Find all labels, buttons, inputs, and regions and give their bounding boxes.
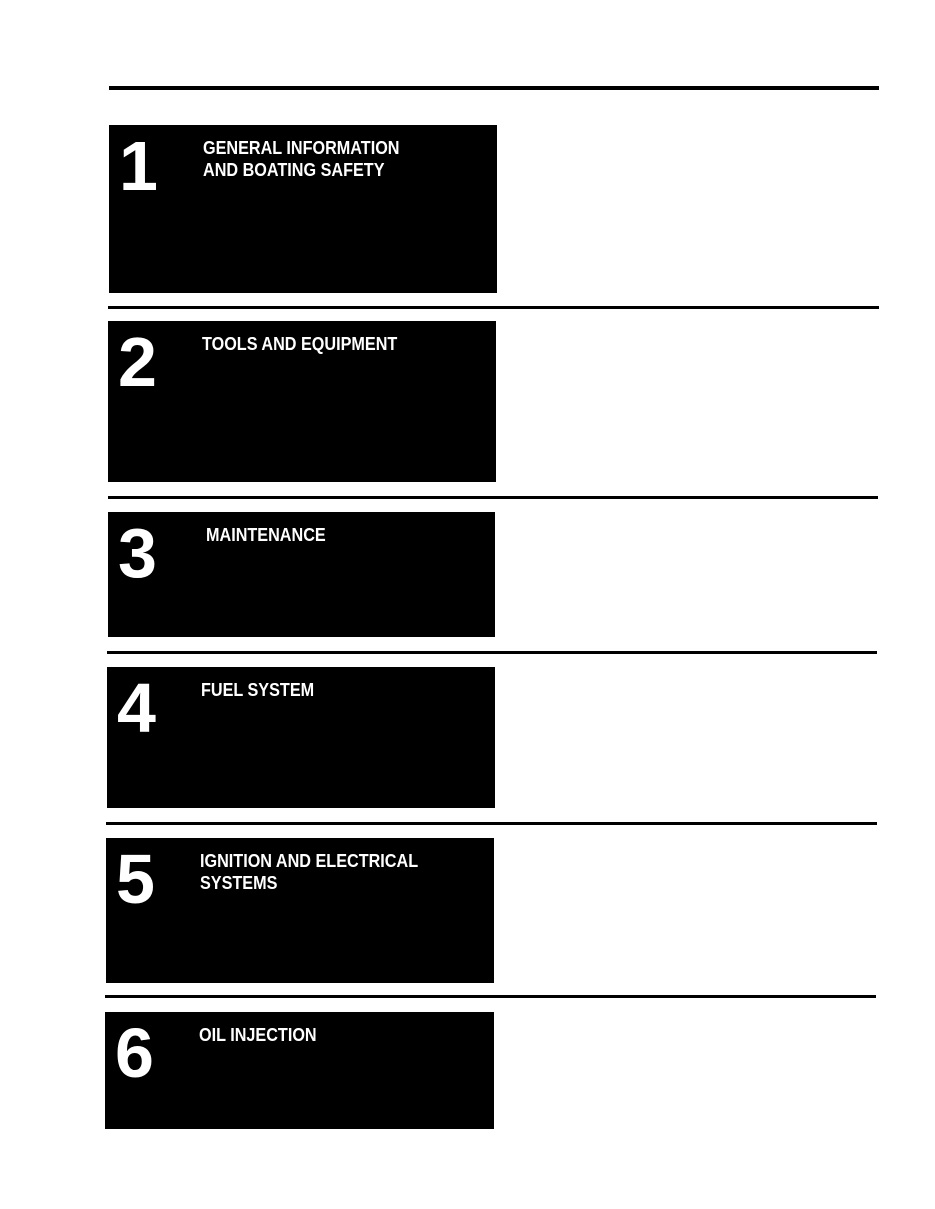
section-title: TOOLS AND EQUIPMENT — [202, 334, 398, 354]
section-number: 2 — [118, 323, 157, 401]
section-title: OIL INJECTION — [199, 1025, 317, 1045]
section-tab-6[interactable] — [105, 1012, 494, 1129]
section-title: GENERAL INFORMATION AND BOATING SAFETY — [203, 138, 400, 180]
section-tab-1[interactable] — [109, 125, 497, 293]
section-title: MAINTENANCE — [206, 525, 326, 545]
section-number: 1 — [119, 127, 158, 205]
section-number: 6 — [115, 1014, 154, 1092]
section-number: 3 — [118, 514, 157, 592]
section-number: 5 — [116, 840, 155, 918]
section-divider — [107, 651, 877, 654]
section-divider — [105, 995, 876, 998]
section-divider — [108, 496, 878, 499]
section-tab-4[interactable] — [107, 667, 495, 808]
section-title: IGNITION AND ELECTRICAL SYSTEMS — [200, 851, 419, 893]
section-divider — [106, 822, 877, 825]
section-tab-3[interactable] — [108, 512, 495, 637]
section-tab-5[interactable] — [106, 838, 494, 983]
section-divider — [108, 306, 879, 309]
section-number: 4 — [117, 669, 156, 747]
section-tab-2[interactable] — [108, 321, 496, 482]
top-rule — [109, 86, 879, 90]
section-title: FUEL SYSTEM — [201, 680, 315, 700]
